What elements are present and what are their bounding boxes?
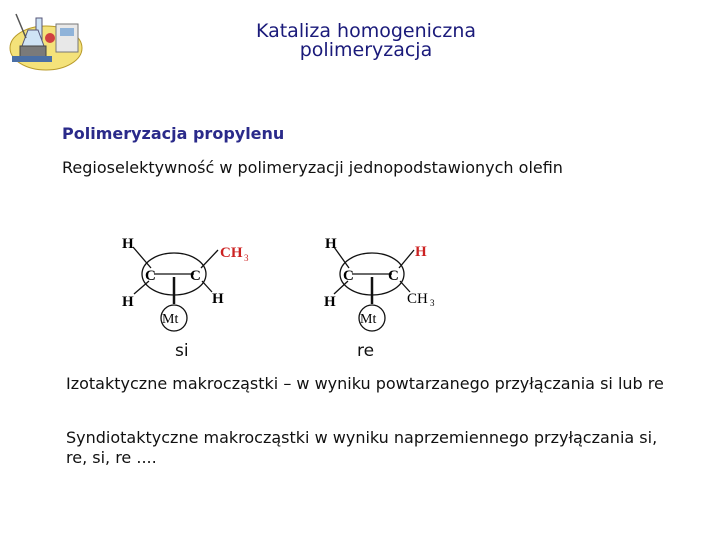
re-h-top-right: H — [415, 244, 427, 260]
section-heading: Polimeryzacja propylenu — [62, 124, 285, 143]
si-h-bottom-right: H — [212, 291, 224, 307]
re-carbon-2: C — [388, 268, 399, 284]
chemistry-lab-logo-icon — [6, 8, 88, 72]
paragraph-syndiotactic: Syndiotaktyczne makrocząstki w wyniku naprzemiennego przyłączania si, re, si, re .... — [66, 428, 658, 467]
si-carbon-1: C — [145, 268, 156, 284]
slide-title — [200, 22, 532, 60]
label-si: si — [175, 341, 189, 361]
title-line-1: Kataliza homogeniczna — [255, 20, 477, 42]
paragraph-isotactic: Izotaktyczne makrocząstki – w wyniku powtarzanego przyłączania si lub re — [66, 374, 664, 393]
si-ch3-label: CH — [220, 245, 243, 261]
re-ch3-label: CH — [407, 291, 428, 307]
re-h-bottom-left: H — [324, 294, 336, 310]
re-metal-center: Mt — [360, 312, 377, 327]
si-ch3-subscript: 3 — [244, 253, 249, 263]
label-re: re — [357, 341, 375, 361]
re-carbon-1: C — [343, 268, 354, 284]
paragraph-regioselectivity: Regioselektywność w polimeryzacji jednopodstawionych olefin — [62, 158, 563, 177]
si-h-top: H — [122, 236, 134, 252]
si-h-bottom-left: H — [122, 294, 134, 310]
si-carbon-2: C — [190, 268, 201, 284]
re-ch3-subscript: 3 — [430, 298, 435, 308]
title-line-2: polimeryzacja — [299, 39, 433, 61]
si-structure — [122, 236, 249, 331]
propylene-insertion-diagram — [110, 230, 450, 334]
re-h-top-left: H — [325, 236, 337, 252]
re-structure — [324, 236, 435, 331]
si-metal-center: Mt — [162, 312, 179, 327]
